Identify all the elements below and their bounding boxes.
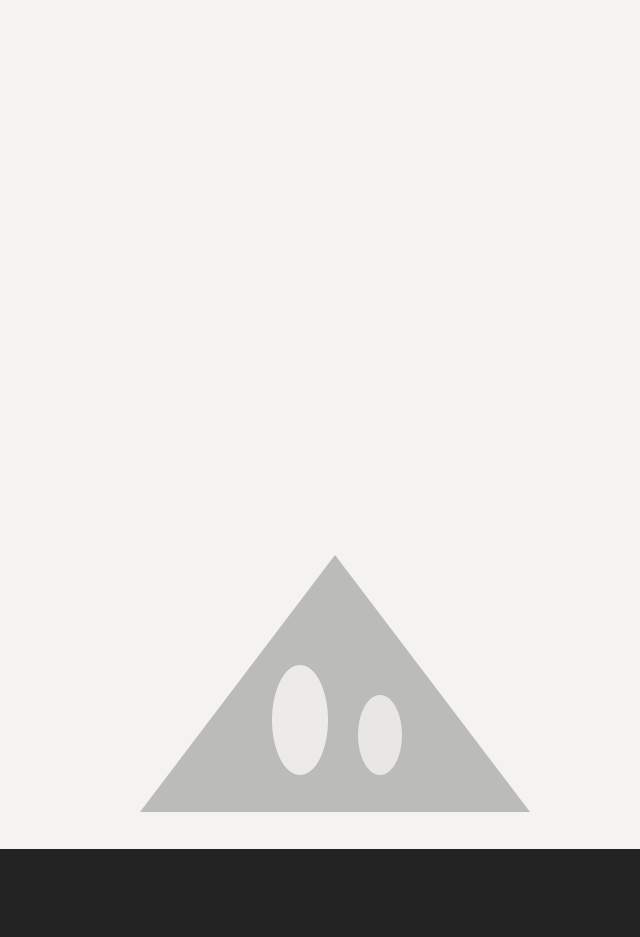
scalloped-border — [0, 849, 640, 937]
